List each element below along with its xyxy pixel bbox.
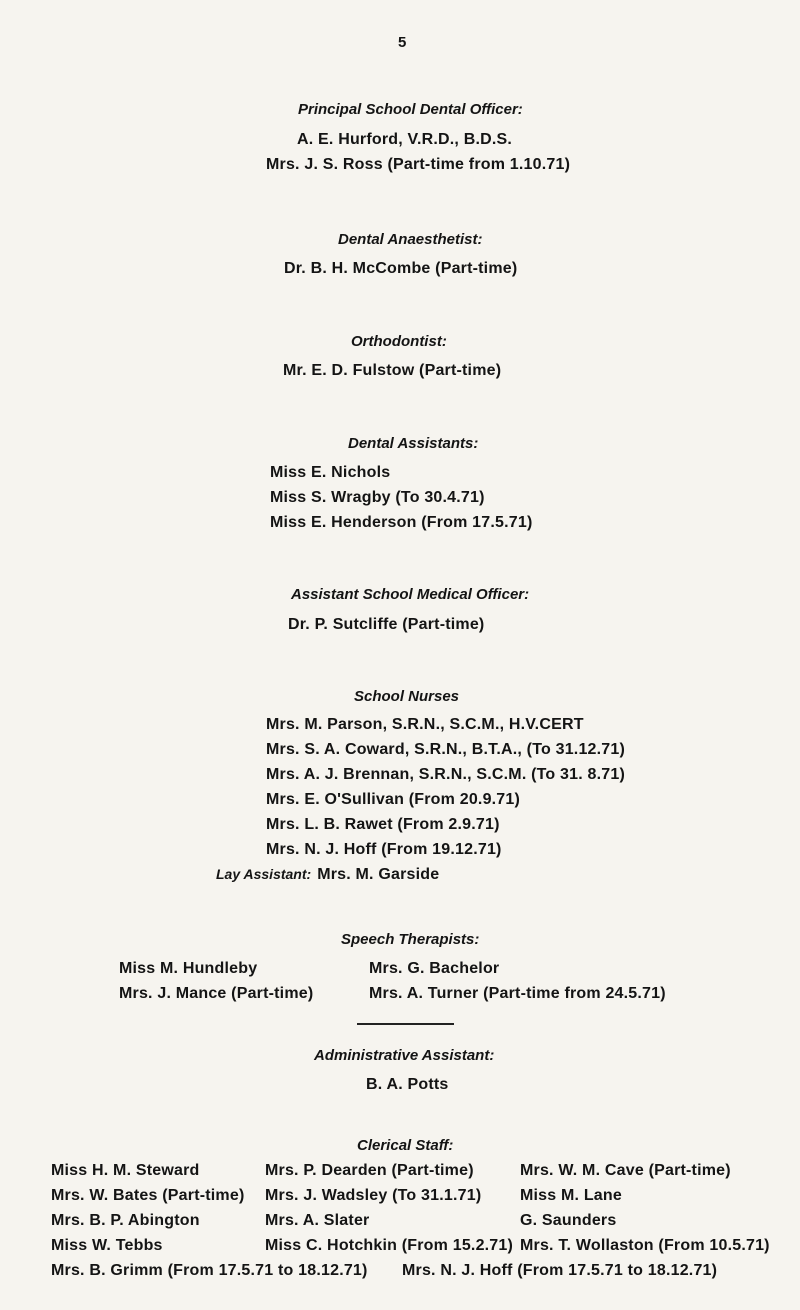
staff-line: B. A. Potts <box>366 1076 449 1093</box>
clerical-col3-item: Mrs. T. Wollaston (From 10.5.71) <box>520 1237 770 1254</box>
clerical-col3-item: Mrs. W. M. Cave (Part-time) <box>520 1162 731 1179</box>
clerical-col2-item: Mrs. J. Wadsley (To 31.1.71) <box>265 1187 482 1204</box>
speech-therapist-left: Mrs. J. Mance (Part-time) <box>119 985 314 1002</box>
section-heading-administrative-assistant: Administrative Assistant: <box>314 1047 495 1064</box>
staff-line: Miss E. Henderson (From 17.5.71) <box>270 514 533 531</box>
section-heading-assistant-medical-officer: Assistant School Medical Officer: <box>291 586 530 603</box>
speech-therapist-left: Miss M. Hundleby <box>119 960 258 977</box>
clerical-col1-item: Miss W. Tebbs <box>51 1237 163 1254</box>
clerical-col2-item: Mrs. A. Slater <box>265 1212 370 1229</box>
staff-line: Mrs. E. O'Sullivan (From 20.9.71) <box>266 791 521 808</box>
staff-line: A. E. Hurford, V.R.D., B.D.S. <box>297 131 513 148</box>
staff-line: Mrs. M. Parson, S.R.N., S.C.M., H.V.CERT <box>266 716 584 733</box>
speech-therapist-right: Mrs. A. Turner (Part-time from 24.5.71) <box>369 985 666 1002</box>
separator-rule <box>357 1023 454 1025</box>
lay-assistant-row <box>216 866 439 884</box>
clerical-col1-item: Mrs. W. Bates (Part-time) <box>51 1187 245 1204</box>
clerical-col3-item: Miss M. Lane <box>520 1187 622 1204</box>
lay-assistant-name: Mrs. M. Garside <box>317 866 440 883</box>
section-heading-orthodontist: Orthodontist: <box>351 333 447 350</box>
staff-line: Mrs. J. S. Ross (Part-time from 1.10.71) <box>266 156 571 173</box>
section-heading-dental-anaesthetist: Dental Anaesthetist: <box>338 231 483 248</box>
staff-line: Mrs. A. J. Brennan, S.R.N., S.C.M. (To 31. 8.71) <box>266 766 626 783</box>
staff-line: Mr. E. D. Fulstow (Part-time) <box>283 362 502 379</box>
staff-line: Miss E. Nichols <box>270 464 391 481</box>
section-heading-clerical-staff: Clerical Staff: <box>357 1137 454 1154</box>
speech-therapist-right: Mrs. G. Bachelor <box>369 960 500 977</box>
clerical-col2-item: Mrs. P. Dearden (Part-time) <box>265 1162 474 1179</box>
clerical-col2-item: Miss C. Hotchkin (From 15.2.71) <box>265 1237 514 1254</box>
staff-line: Mrs. S. A. Coward, S.R.N., B.T.A., (To 31.12.71) <box>266 741 626 758</box>
section-heading-school-nurses: School Nurses <box>354 688 460 705</box>
section-heading-speech-therapists: Speech Therapists: <box>341 931 480 948</box>
clerical-col1-item: Mrs. B. P. Abington <box>51 1212 200 1229</box>
clerical-col3-item: G. Saunders <box>520 1212 617 1229</box>
staff-line: Mrs. L. B. Rawet (From 2.9.71) <box>266 816 500 833</box>
staff-line: Dr. P. Sutcliffe (Part-time) <box>288 616 485 633</box>
page-number: 5 <box>398 34 407 51</box>
clerical-last-left: Mrs. B. Grimm (From 17.5.71 to 18.12.71) <box>51 1262 368 1279</box>
staff-line: Mrs. N. J. Hoff (From 19.12.71) <box>266 841 502 858</box>
staff-line: Dr. B. H. McCombe (Part-time) <box>284 260 518 277</box>
staff-line: Miss S. Wragby (To 30.4.71) <box>270 489 485 506</box>
section-heading-dental-assistants: Dental Assistants: <box>348 435 479 452</box>
clerical-col1-item: Miss H. M. Steward <box>51 1162 200 1179</box>
lay-assistant-label: Lay Assistant: <box>216 866 312 882</box>
section-heading-principal-dental-officer: Principal School Dental Officer: <box>298 101 523 118</box>
clerical-last-right: Mrs. N. J. Hoff (From 17.5.71 to 18.12.71) <box>402 1262 718 1279</box>
